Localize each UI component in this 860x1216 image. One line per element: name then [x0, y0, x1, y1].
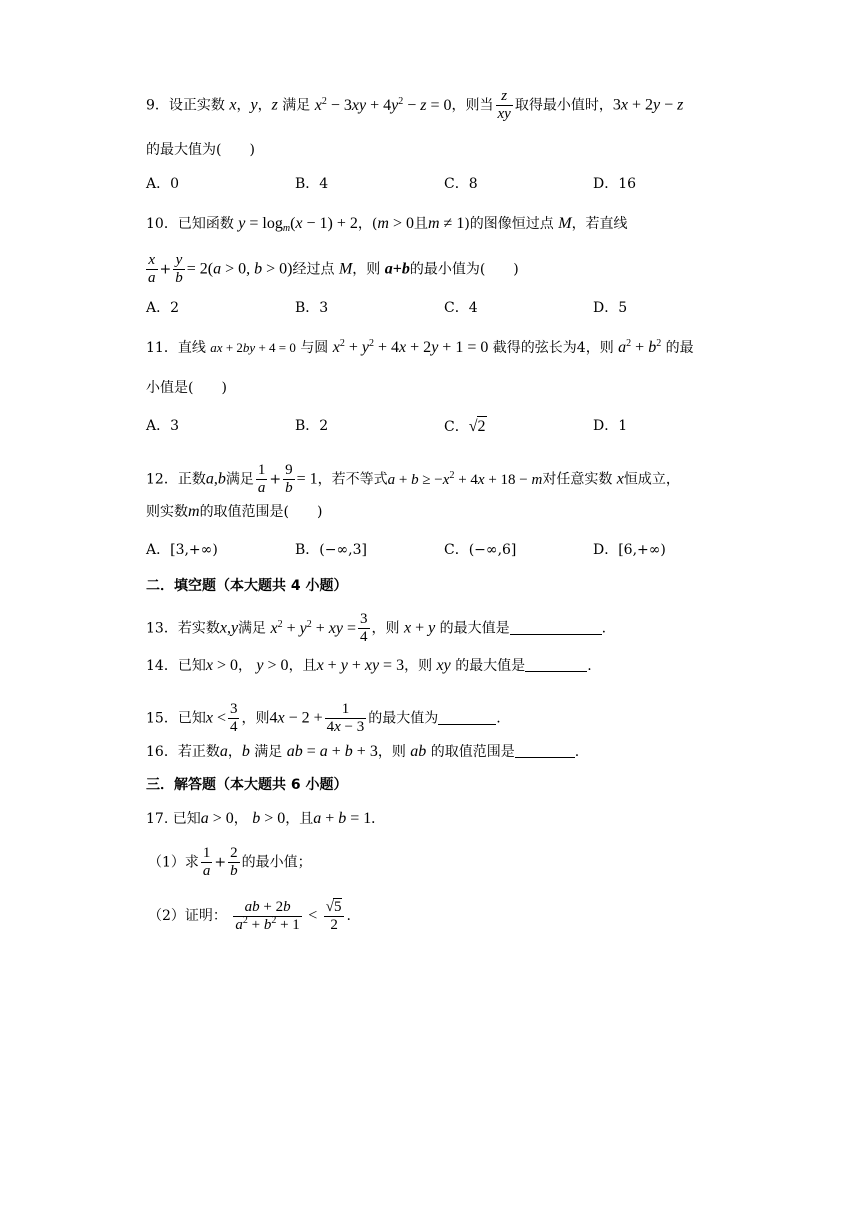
q10-line1: 10．已知函数 $y = \log_m(x - 1) + 2$，(m > 0且m ≠ 1)的图像恒过点 M，若直线	[146, 215, 628, 234]
sqrt-icon: √2	[468, 418, 486, 435]
q14-answer-blank[interactable]	[525, 657, 587, 672]
q16-number: 16．	[146, 744, 178, 760]
q9-fraction: $\frac{z}{xy}$	[497, 88, 511, 122]
q14-number: 14．	[146, 658, 178, 674]
q10-option-c[interactable]: C．4	[444, 300, 478, 316]
q10-option-d[interactable]: D．5	[593, 300, 628, 316]
q12-option-d[interactable]: D．[6,+∞)	[593, 542, 666, 558]
q9-option-a[interactable]: A．0	[146, 176, 180, 192]
section-fill-blank-heading: 二．填空题（本大题共 4 小题）	[146, 578, 348, 594]
q11-option-d[interactable]: D．1	[593, 418, 628, 434]
q17-part1: （1）求 $\frac{1}{a}$ + $\frac{2}{b}$ 的最小值；	[148, 845, 312, 879]
q13-answer-blank[interactable]	[510, 620, 602, 635]
q11-option-c[interactable]: C．√2	[444, 418, 486, 435]
q13-number: 13．	[146, 620, 178, 637]
q9-line2: 的最大值为( )	[146, 142, 255, 158]
q10-option-a[interactable]: A．2	[146, 300, 180, 316]
q11-option-b[interactable]: B．2	[295, 418, 329, 434]
q17-line1: 17. 已知a > 0， b > 0，且a + b = 1.	[146, 810, 376, 827]
q12-line2: 则实数m的取值范围是( )	[146, 503, 323, 520]
q15-line: 15．已知x < $\frac{3}{4}$ ，则4x − 2 + $\frac{1}{4x - 3}$ 的最大值为 .	[146, 701, 501, 735]
section-solution-heading: 三．解答题（本大题共 6 小题）	[146, 777, 348, 793]
q9-option-d[interactable]: D．16	[593, 176, 637, 192]
q10-number: 10．	[146, 216, 178, 232]
q12-option-b[interactable]: B．(−∞,3]	[295, 542, 367, 558]
q12-option-c[interactable]: C．(−∞,6]	[444, 542, 517, 558]
q10-option-b[interactable]: B．3	[295, 300, 329, 316]
q11-option-a[interactable]: A．3	[146, 418, 180, 434]
q11-line2: 小值是( )	[146, 380, 227, 396]
q12-number: 12．	[146, 471, 178, 488]
q12-line1: 12．正数a,b满足 $\frac{1}{a}$ + $\frac{9}{b}$ = 1，若不等式$a + b \ge -x^2 + 4x + 18 - m$对任意实数 x恒成立，	[146, 462, 680, 496]
q10-line2: $\frac{x}{a}$ + $\frac{y}{b}$ = 2(a > 0, b > 0)经过点 M，则 a+b的最小值为( )	[148, 252, 519, 286]
q17-number: 17.	[146, 811, 169, 827]
q9-equation: $x^2 - 3xy + 4y^2 - z = 0$	[314, 95, 452, 114]
q16-line: 16．若正数a，b 满足 ab = a + b + 3，则 ab 的取值范围是 .	[146, 743, 580, 760]
q14-line: 14．已知x > 0， y > 0，且x + y + xy = 3，则 xy 的最大值是 .	[146, 657, 592, 674]
q9-option-c[interactable]: C．8	[444, 176, 478, 192]
q9-line1: 9．设正实数 x，y，z 满足 $x^2 - 3xy + 4y^2 - z = 0$，则当 $\frac{z}{xy}$ 取得最小值时，3x + 2y − z	[146, 88, 684, 122]
q15-answer-blank[interactable]	[438, 710, 496, 725]
q16-answer-blank[interactable]	[515, 743, 575, 758]
q9-option-b[interactable]: B．4	[295, 176, 329, 192]
q9-number: 9．	[146, 97, 169, 114]
q12-option-a[interactable]: A．[3,+∞)	[146, 542, 218, 558]
q11-line1: 11．直线 ax + 2by + 4 = 0 与圆 $x^2 + y^2 + 4x + 2y + 1 = 0$ 截得的弦长为4，则 $a^2 + b^2$ 的最	[146, 338, 694, 356]
q15-number: 15．	[146, 710, 178, 727]
q11-number: 11．	[146, 340, 178, 356]
q17-part2: （2）证明： $\frac{ab + 2b}{a^2 + b^2 + 1}$ < $\frac{√5}{2}$ .	[148, 898, 351, 933]
q13-line: 13．若实数x,y满足 $x^2 + y^2$ + xy = $\frac{3}{4}$ ，则 x + y 的最大值是 .	[146, 611, 607, 645]
